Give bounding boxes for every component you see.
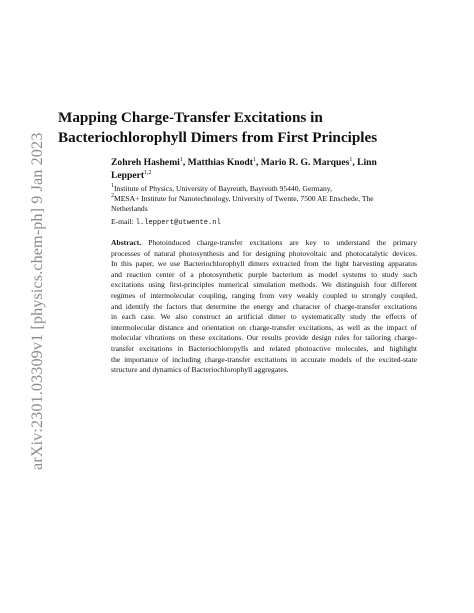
paper-title — [58, 108, 408, 148]
paper-title-line-1: Mapping Charge-Transfer Excitations in — [58, 109, 323, 126]
abstract-line: and reaction center of a photosynthetic purple bacterium as model systems to study such — [111, 269, 417, 279]
abstract-line: regimes of intermolecular coupling, ranging from very weakly coupled to strongly coupled, — [111, 290, 417, 300]
abstract-line: and identify the factors that determine the energy and character of charge-transfer excitations — [111, 301, 417, 311]
email-address-link[interactable]: l.leppert@utwente.nl — [135, 219, 221, 227]
abstract — [111, 238, 417, 376]
affiliation-mark: 2 — [111, 193, 114, 199]
arxiv-identifier-stamp: arXiv:2301.03309v1 [physics.chem-ph] 9 Jan 2023 — [28, 132, 46, 470]
abstract-line: In this paper, we use Bacteriochlorophyll dimers extracted from the light harvesting apparatus — [111, 259, 417, 269]
author-line-1: Zohreh Hashemi$^1$, Matthias Knodt$^1$, Mario R. G. Marques$^1$, Linn — [111, 157, 377, 168]
author-name: Mario R. G. Marques — [260, 157, 350, 168]
author-affiliation-mark: 1 — [252, 157, 256, 163]
author-name: Matthias Knodt — [187, 157, 253, 168]
affiliation-text: Institute of Physics, University of Bayreuth, Bayreuth 95440, Germany, — [114, 184, 333, 193]
abstract-line: intermolecular distance and orientation on charge-transfer excitations, as well as the impact of — [111, 322, 417, 332]
affiliation-mark: 1 — [111, 183, 114, 189]
contact-email — [111, 217, 221, 228]
abstract-line: the importance of including charge-transfer excitations in accurate models of the excited-state — [111, 354, 417, 364]
author-line-2 — [111, 169, 411, 182]
author-first-name: Linn — [357, 157, 377, 168]
author-affiliation-mark: 1 — [349, 157, 353, 163]
abstract-label: Abstract. — [111, 238, 142, 247]
abstract-line: excitations using first-principles numerical simulation methods. We distinguish four different — [111, 280, 417, 290]
affiliation-text: MESA+ Institute for Nanotechnology, University of Twente, 7500 AE Enschede, The Netherlands — [111, 194, 374, 214]
abstract-line: structure and dynamics of Bacteriochlorophyll aggregates. — [111, 365, 289, 375]
author-affiliation-mark: 1,2 — [144, 170, 152, 176]
abstract-line: in each case. We also construct an artificial dimer to systematically study the effects of — [111, 312, 417, 322]
author-last-name: Leppert — [111, 170, 145, 181]
abstract-line: processes of natural photosynthesis and for designing photovoltaic and photocatalytic devices. — [111, 248, 417, 258]
author-list — [111, 156, 411, 182]
paper-title-line-2: Bacteriochlorophyll Dimers from First Principles — [58, 129, 378, 146]
abstract-line: transfer excitations in Bacteriochloropylls and related photoactive molecules, and highlight — [111, 343, 417, 353]
affiliation-2 — [111, 194, 411, 215]
email-label: E-mail: — [111, 217, 134, 226]
author-name: Zohreh Hashemi — [111, 157, 180, 168]
affiliation-1 — [111, 184, 411, 194]
author-affiliation-mark: 1 — [179, 157, 183, 163]
abstract-line — [111, 238, 417, 249]
abstract-text: Photoinduced charge-transfer excitations are key to understand the primary — [148, 238, 418, 247]
abstract-line: molecular vibrations on these excitations. Our results provide design rules for tailoring charge- — [111, 333, 417, 343]
